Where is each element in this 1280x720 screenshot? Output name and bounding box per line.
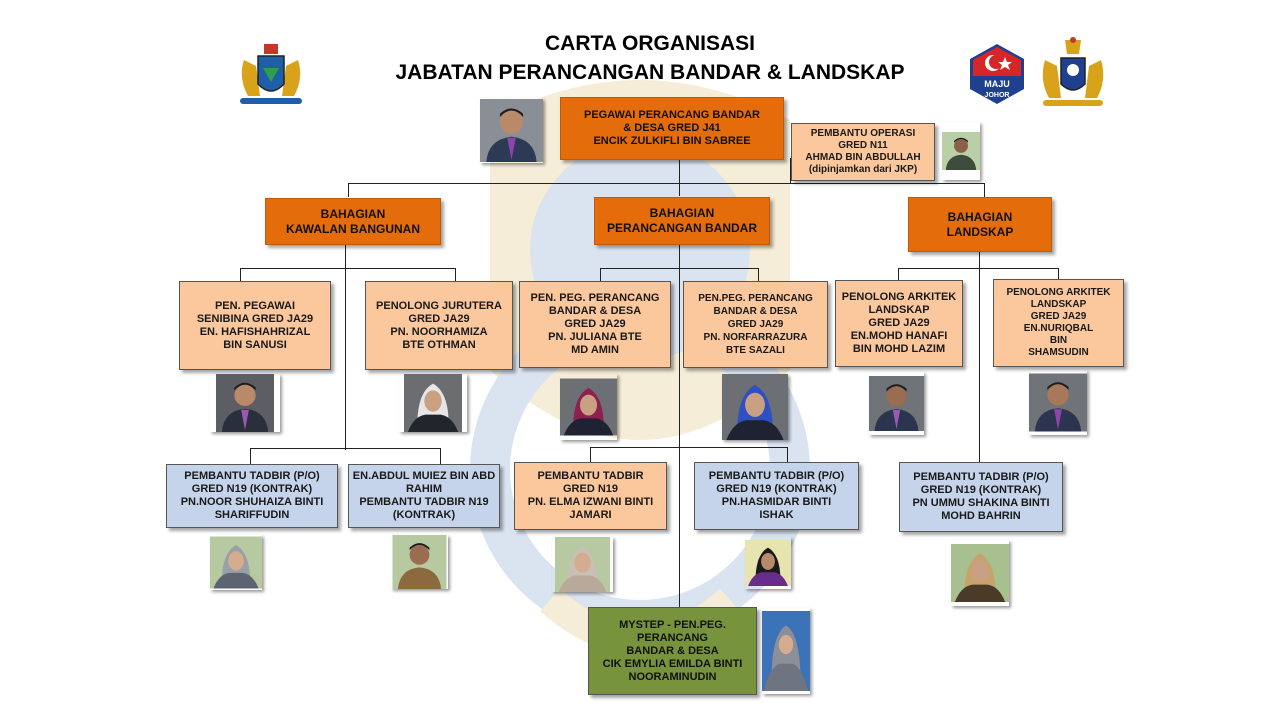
- staff-line: JAMARI: [569, 509, 612, 521]
- staff-line: BIN: [1049, 335, 1068, 346]
- bahagian-line: BAHAGIAN: [649, 206, 715, 220]
- staff-line: PEMBANTU TADBIR N19: [359, 496, 489, 508]
- staff-line: BIN MOHD LAZIM: [852, 343, 946, 355]
- portrait-photo-s5: [951, 540, 1009, 606]
- chart-title-line1: CARTA ORGANISASI: [545, 32, 755, 55]
- staff-line: BIN SANUSI: [223, 338, 287, 351]
- staff-line: PENOLONG JURUTERA: [376, 299, 502, 312]
- staff-line: BTE SAZALI: [726, 345, 785, 356]
- staff-line: PN. ELMA IZWANI BINTI: [527, 496, 654, 508]
- staff-line: ISHAK: [759, 509, 794, 521]
- staff-line: BANDAR & DESA: [548, 305, 642, 317]
- staff-line: PEMBANTU TADBIR (P/O): [184, 470, 320, 482]
- operasi-line: PEMBANTU OPERASI: [810, 128, 916, 139]
- connector-kawalan-h: [240, 268, 456, 269]
- staff-line: MYSTEP - PEN.PEG.: [619, 618, 726, 631]
- operasi-line: GRED N11: [838, 140, 888, 151]
- staff-line: GRED JA29: [1030, 311, 1087, 322]
- staff-line: PN. NORFARRAZURA: [703, 332, 808, 343]
- staff-line: LANDSKAP: [868, 304, 930, 316]
- staff-line: BTE OTHMAN: [402, 338, 476, 351]
- staff-line: PENOLONG ARKITEK: [1006, 287, 1111, 298]
- bahagian-line: PERANCANGAN BANDAR: [607, 221, 757, 235]
- portrait-photo-head: [480, 98, 543, 163]
- staff-line: PN.HASMIDAR BINTI: [721, 496, 832, 508]
- portrait-photo-mystep: [762, 608, 810, 694]
- connector-kawalan-br: [440, 448, 441, 464]
- staff-line: EN.NURIQBAL: [1023, 323, 1094, 334]
- connector-head-down: [679, 160, 680, 196]
- connector-to-landskap: [984, 183, 985, 197]
- staff-line: GRED JA29: [727, 319, 784, 330]
- operasi-line: (dipinjamkan dari JKP): [808, 164, 918, 175]
- staff-line: PEMBANTU TADBIR (P/O): [708, 470, 845, 482]
- staff-line: EN.ABDUL MUIEZ BIN ABD: [352, 470, 496, 482]
- staff-line: LANDSKAP: [1030, 299, 1087, 310]
- staff-line: GRED N19 (KONTRAK): [716, 483, 837, 495]
- head-line: & DESA GRED J41: [623, 122, 721, 134]
- staff-box-s3: [514, 462, 667, 530]
- connector-landskap-h: [898, 268, 1059, 269]
- connector-kawalan-r: [455, 268, 456, 281]
- connector-to-kawalan: [348, 183, 349, 197]
- bahagian-kawalan-box: [265, 198, 441, 245]
- bahagian-perancangan-box: [594, 197, 770, 245]
- staff-line: BANDAR & DESA: [713, 306, 798, 317]
- portrait-photo-s2: [391, 535, 448, 589]
- maju-badge-text2: JOHOR: [984, 92, 1010, 99]
- bahagian-line: BAHAGIAN: [320, 206, 386, 221]
- staff-line: RAHIM: [405, 483, 443, 495]
- bahagian-line: BAHAGIAN: [947, 209, 1013, 224]
- connector-perancangan-l: [600, 268, 601, 281]
- operasi-box: [791, 123, 935, 181]
- staff-line: PEN. PEG. PERANCANG: [530, 292, 660, 304]
- head-box: [560, 97, 784, 160]
- connector-kawalan-l: [240, 268, 241, 281]
- staff-line: PEMBANTU TADBIR (P/O): [913, 471, 1049, 483]
- johor-state-crest-logo: [1035, 36, 1111, 110]
- staff-box-s4: [694, 462, 859, 530]
- staff-line: CIK EMYLIA EMILDA BINTI: [602, 657, 743, 670]
- staff-line: GRED JA29: [868, 317, 930, 329]
- staff-line: PN.NOOR SHUHAIZA BINTI: [180, 496, 324, 508]
- staff-line: MOHD BAHRIN: [941, 510, 1021, 522]
- staff-line: PEMBANTU TADBIR: [537, 470, 644, 482]
- staff-line: GRED N19 (KONTRAK): [191, 483, 313, 495]
- staff-box-p4: [683, 281, 828, 368]
- staff-line: PEN.PEG. PERANCANG: [698, 293, 813, 304]
- staff-line: BANDAR & DESA: [626, 644, 719, 657]
- connector-landskap-l: [898, 268, 899, 280]
- maju-johor-logo: [967, 42, 1027, 106]
- staff-line: PENOLONG ARKITEK: [841, 291, 957, 303]
- portrait-photo-p4: [722, 374, 788, 440]
- connector-kawalan-bl: [250, 448, 251, 464]
- connector-perancangan-h: [600, 268, 759, 269]
- staff-box-p1: [179, 281, 331, 370]
- staff-box-s1: [166, 464, 338, 528]
- bahagian-line: KAWALAN BANGUNAN: [286, 221, 420, 236]
- connector-top-horizontal: [348, 183, 985, 184]
- connector-perancangan-r: [758, 268, 759, 281]
- staff-line: GRED JA29: [408, 312, 470, 325]
- staff-line: GRED N19: [562, 483, 619, 495]
- staff-line: PERANCANG: [637, 631, 708, 644]
- staff-line: GRED JA29: [564, 318, 626, 330]
- staff-box-p2: [365, 281, 513, 370]
- portrait-photo-p1: [210, 374, 280, 432]
- portrait-photo-s1: [210, 535, 262, 590]
- connector-perancangan-bl: [590, 447, 591, 463]
- mystep-box: [588, 607, 757, 695]
- portrait-photo-p5: [869, 372, 924, 435]
- staff-box-s2: [348, 464, 500, 528]
- staff-line: MD AMIN: [571, 344, 619, 356]
- staff-box-p6: [993, 279, 1124, 367]
- connector-kawalan-bottom-h: [250, 448, 441, 449]
- operasi-line: AHMAD BIN ABDULLAH: [805, 152, 921, 163]
- portrait-photo-s3: [552, 537, 613, 592]
- portrait-photo-operasi: [942, 122, 980, 180]
- portrait-photo-p2: [399, 374, 467, 432]
- staff-line: SENIBINA GRED JA29: [196, 312, 314, 325]
- connector-landskap-trunk: [979, 252, 980, 462]
- connector-perancangan-bottom-h: [590, 447, 788, 448]
- staff-line: GRED N19 (KONTRAK): [920, 484, 1042, 496]
- staff-line: SHAMSUDIN: [1028, 347, 1089, 358]
- staff-line: NOORAMINUDIN: [628, 670, 717, 683]
- portrait-photo-p6: [1029, 370, 1087, 435]
- connector-perancangan-trunk: [679, 245, 680, 607]
- council-crest-logo: [230, 38, 312, 110]
- staff-line: SHARIFFUDIN: [214, 509, 290, 521]
- chart-title-line2: JABATAN PERANCANGAN BANDAR & LANDSKAP: [395, 61, 905, 84]
- staff-line: (KONTRAK): [392, 509, 456, 521]
- staff-line: PN. NOORHAMIZA: [390, 325, 488, 338]
- connector-kawalan-trunk: [345, 245, 346, 450]
- connector-perancangan-br: [787, 447, 788, 463]
- maju-badge-text1: MAJU: [984, 79, 1010, 89]
- staff-box-s5: [899, 462, 1063, 532]
- staff-line: EN.MOHD HANAFI: [850, 330, 948, 342]
- head-line: PEGAWAI PERANCANG BANDAR: [583, 109, 760, 121]
- staff-line: PN. JULIANA BTE: [548, 331, 642, 343]
- staff-box-p3: [519, 281, 671, 368]
- staff-box-p5: [835, 280, 963, 367]
- staff-line: PN UMMU SHAKINA BINTI: [912, 497, 1050, 509]
- bahagian-line: LANDSKAP: [946, 224, 1014, 239]
- portrait-photo-s4: [745, 537, 791, 589]
- staff-line: PEN. PEGAWAI: [214, 299, 296, 312]
- head-line: ENCIK ZULKIFLI BIN SABREE: [593, 135, 751, 147]
- bahagian-landskap-box: [908, 197, 1052, 252]
- portrait-photo-p3: [560, 374, 617, 440]
- staff-line: EN. HAFISHAHRIZAL: [199, 325, 311, 338]
